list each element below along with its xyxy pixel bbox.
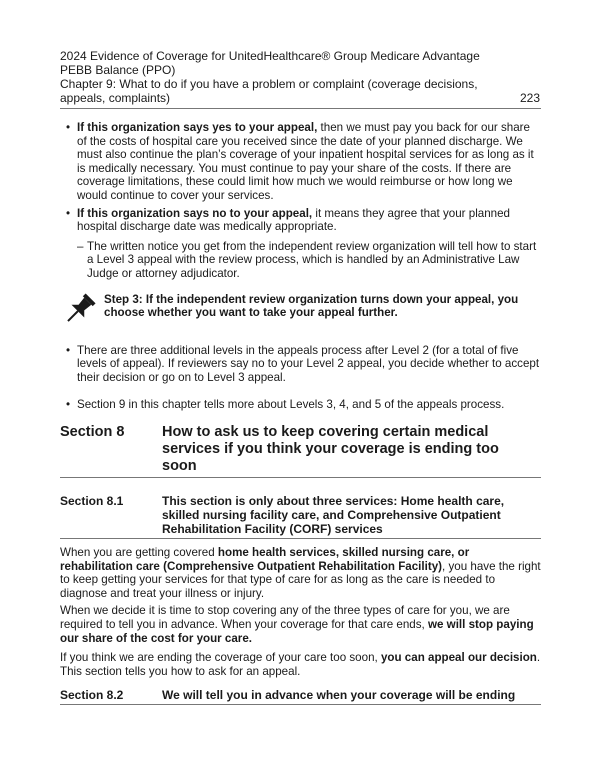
document-header bbox=[60, 49, 500, 105]
text: , you have the right to keep getting your services for that type of care for as long as the care is needed to diagnose and treat your illness or injury. bbox=[60, 559, 541, 600]
bullet-text: Section 9 in this chapter tells more about Levels 3, 4, and 5 of the appeals process. bbox=[77, 397, 505, 411]
bullet-text: then we must pay you back for our share of the costs of hospital care you received since the date of your planned discharge. We must also continue the plan’s coverage of your inpatient hospital services for as long as it is medically necessary. You must continue to pay your share of the costs. If there are coverage limitations, these could limit how much we would reimburse or how long we would continue to cover your services. bbox=[77, 121, 534, 202]
text: If you think we are ending the coverage of your care too soon, bbox=[60, 651, 381, 665]
text: When we decide it is time to stop covering any of the three types of care for you, we are required to tell you in advance. When your coverage for that care ends, bbox=[60, 604, 510, 632]
bullet-lead: If this organization says no to your appeal, bbox=[77, 206, 313, 220]
section-8-1-label: Section 8.1 bbox=[60, 494, 124, 509]
section-8-2-title: We will tell you in advance when your coverage will be ending bbox=[162, 688, 516, 703]
sub-bullet bbox=[77, 240, 541, 281]
bullet-additional-levels bbox=[66, 344, 541, 385]
dash-icon: – bbox=[77, 239, 84, 253]
paragraph-appeal-decision bbox=[60, 651, 541, 678]
step-3-block bbox=[60, 293, 541, 320]
header-divider bbox=[60, 108, 541, 109]
bullet-icon: • bbox=[66, 121, 71, 134]
header-title: 2024 Evidence of Coverage for UnitedHealthcare® Group Medicare Advantage PEBB Balance (PPO) bbox=[60, 49, 480, 77]
section-8-label: Section 8 bbox=[60, 424, 125, 441]
step-3-heading: Step 3: If the independent review organization turns down your appeal, you choose whether you want to take your appeal further. bbox=[104, 292, 519, 320]
bullet-icon: • bbox=[66, 397, 71, 411]
pushpin-icon bbox=[62, 292, 98, 326]
text: When you are getting covered bbox=[60, 546, 218, 560]
bullet-text: it means they agree that your planned hospital discharge date was medically appropriate. bbox=[77, 206, 511, 234]
section-8-title: How to ask us to keep covering certain medical services if you think your coverage is ending too soon bbox=[162, 424, 499, 475]
section-8-1-title: This section is only about three services: Home health care, skilled nursing facility care, and Comprehensive Outpatient Rehabilitation Facility (CORF) services bbox=[162, 494, 505, 537]
bold-text: you can appeal our decision bbox=[380, 651, 537, 665]
bullet-yes-appeal bbox=[66, 121, 541, 203]
bullet-icon: • bbox=[66, 343, 71, 357]
bullet-lead: If this organization says yes to your appeal, bbox=[77, 121, 318, 134]
bullet-no-appeal bbox=[66, 207, 541, 234]
bold-text: home health services, skilled nursing care, or rehabilitation care (Comprehensive Outpatient Rehabilitation Facility) bbox=[60, 546, 470, 573]
bullet-text: There are three additional levels in the appeals process after Level 2 (for a total of five levels of appeal). If reviewers say no to your Level 2 appeal, you decide whether to accept their decision or go on to Level 3 appeal. bbox=[77, 343, 540, 384]
page-content bbox=[60, 49, 541, 705]
section-8-2-heading bbox=[60, 688, 541, 705]
bullet-section-9 bbox=[66, 398, 541, 412]
bullet-icon: • bbox=[66, 206, 71, 220]
paragraph-stop-covering bbox=[60, 604, 541, 645]
section-8-heading bbox=[60, 424, 541, 478]
paragraph-covered-services bbox=[60, 546, 541, 600]
header-chapter: Chapter 9: What to do if you have a problem or complaint (coverage decisions, appeals, complaints) bbox=[60, 77, 478, 105]
text: . This section tells you how to ask for an appeal. bbox=[60, 651, 541, 678]
section-8-2-label: Section 8.2 bbox=[60, 688, 124, 703]
sub-bullet-text: The written notice you get from the independent review organization will tell how to start a Level 3 appeal with the review process, which is handled by an Administrative Law Judge or attorney adjudicator. bbox=[87, 239, 537, 280]
section-8-1-heading bbox=[60, 494, 541, 539]
page-number: 223 bbox=[519, 91, 540, 105]
bold-text: we will stop paying our share of the cost for your care. bbox=[60, 618, 534, 645]
